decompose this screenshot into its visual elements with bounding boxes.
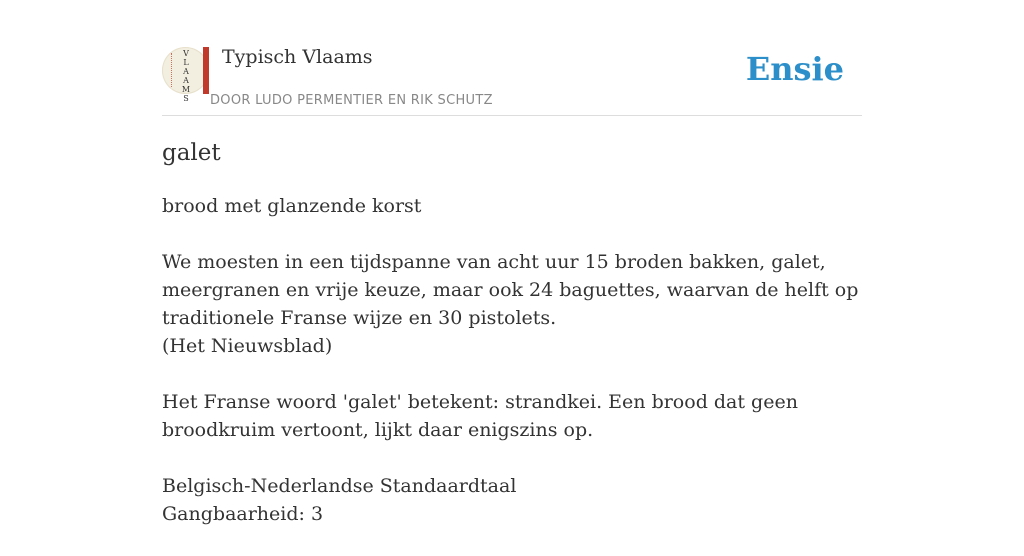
page-header: [162, 0, 862, 116]
entry-explanation: Het Franse woord 'galet' betekent: strandkei. Een brood dat geen broodkruim vertoont, lijkt daar enigszins op.: [162, 391, 798, 441]
avatar-lettering: V L A A M S: [181, 49, 191, 103]
cut-off-line: Gangbaarheid: 3: [162, 503, 324, 525]
example-text: We moesten in een tijdspanne van acht uur 15 broden bakken, galet, meergranen en vrije keuze, maar ook 24 baguettes, waarvan de helft op traditionele Franse wijze en 30 pistolets.: [162, 251, 859, 329]
entry-language: [162, 472, 862, 528]
entry-example: [162, 248, 862, 360]
entry-definition: brood met glanzende korst: [162, 195, 422, 217]
language-label: Belgisch-Nederlandse Standaardtaal: [162, 475, 517, 497]
avatar-decoration: [171, 53, 176, 87]
publication-authors: DOOR LUDO PERMENTIER EN RIK SCHUTZ: [210, 93, 493, 108]
publication-avatar[interactable]: [162, 47, 209, 103]
brand-logo[interactable]: Ensie: [745, 50, 844, 88]
publication-title[interactable]: Typisch Vlaams: [222, 46, 373, 68]
page-container: [162, 0, 862, 525]
example-source: (Het Nieuwsblad): [162, 335, 333, 357]
entry-body: [162, 192, 862, 556]
entry-term: galet: [162, 140, 221, 166]
avatar-red-stripe: [203, 47, 209, 94]
